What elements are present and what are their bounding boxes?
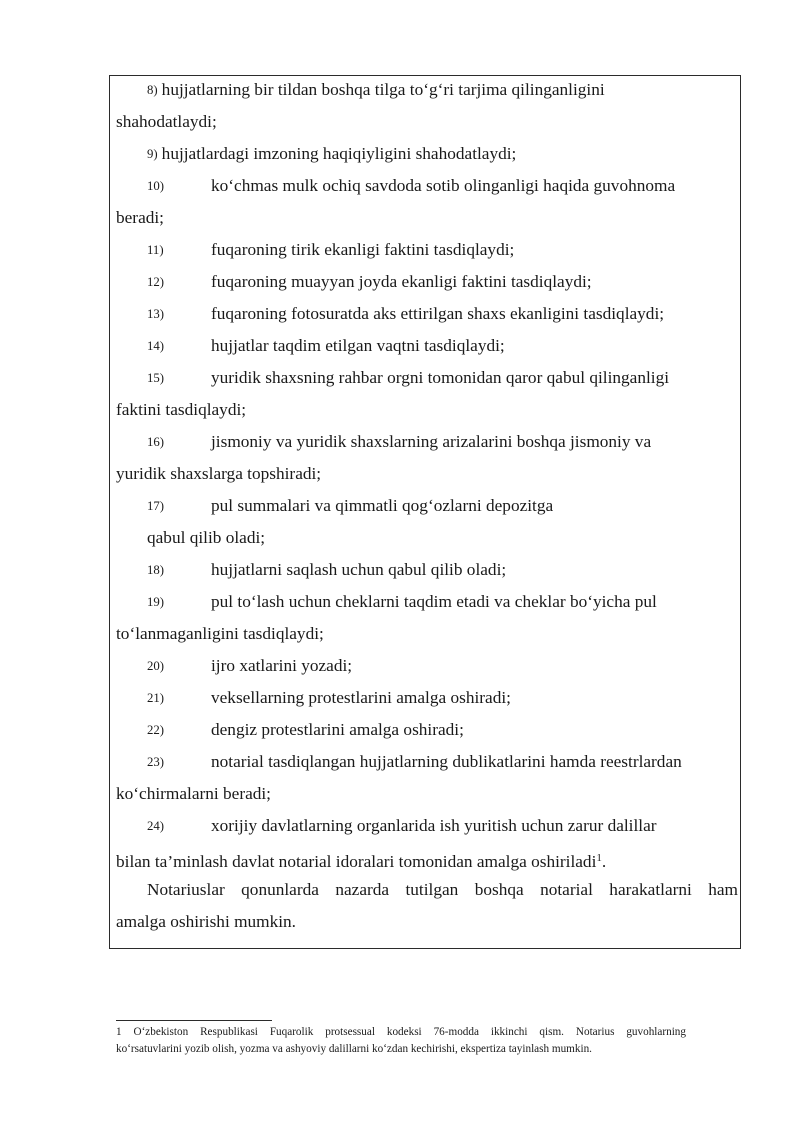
continuation-text: bilan ta’minlash davlat notarial idoralari tomonidan amalga oshiriladi: [116, 852, 597, 871]
item-number: 12): [147, 275, 165, 289]
footnote-separator: [116, 1020, 272, 1021]
list-item-20: [116, 652, 738, 684]
list-item-12: [116, 268, 738, 300]
item-number: 23): [147, 755, 165, 769]
list-item-15: [116, 364, 738, 396]
closing-paragraph-line: Notariuslar qonunlarda nazarda tutilgan boshqa notarial harakatlarni ham: [147, 880, 738, 899]
item-number: 8): [147, 83, 158, 97]
item-number: 20): [147, 659, 165, 673]
item-number: 9): [147, 147, 158, 161]
list-item-19: [116, 588, 738, 620]
item-text: pul to‘lash uchun cheklarni taqdim etadi va cheklar bo‘yicha pul: [211, 592, 657, 611]
item-text: hujjatlar taqdim etilgan vaqtni tasdiqlaydi;: [211, 336, 505, 355]
footnote-line: ko‘rsatuvlarini yozib olish, yozma va ashyoviy dalillarni ko‘zdan kechirishi, ekspertiza tayinlash mumkin.: [116, 1043, 592, 1055]
continuation-tail: .: [601, 852, 607, 871]
list-item-18: [116, 556, 738, 588]
closing-paragraph-line: amalga oshirishi mumkin.: [116, 912, 296, 931]
list-item-24: [116, 812, 738, 844]
item-text: xorijiy davlatlarning organlarida ish yuritish uchun zarur dalillar: [211, 816, 657, 835]
item-text: ijro xatlarini yozadi;: [211, 656, 353, 675]
item-number: 16): [147, 435, 165, 449]
item-continuation: to‘lanmaganligini tasdiqlaydi;: [116, 624, 324, 643]
item-continuation: shahodatlaydi;: [116, 112, 217, 131]
item-text: ko‘chmas mulk ochiq savdoda sotib olinganligi haqida guvohnoma: [211, 176, 676, 195]
list-item-14: [116, 332, 738, 364]
item-text: fuqaroning fotosuratda aks ettirilgan shaxs ekanligini tasdiqlaydi;: [211, 304, 665, 323]
item-text: fuqaroning muayyan joyda ekanligi faktini tasdiqlaydi;: [211, 272, 592, 291]
list-item-17: [116, 492, 738, 524]
item-number: 22): [147, 723, 165, 737]
list-item-21: [116, 684, 738, 716]
item-number: 15): [147, 371, 165, 385]
item-continuation: yuridik shaxslarga topshiradi;: [116, 464, 322, 483]
list-item-23: [116, 748, 738, 780]
item-continuation: [116, 844, 738, 876]
item-continuation: qabul qilib oladi;: [147, 528, 266, 547]
item-continuation: faktini tasdiqlaydi;: [116, 400, 247, 419]
item-number: 10): [147, 179, 165, 193]
item-text: jismoniy va yuridik shaxslarning arizalarini boshqa jismoniy va: [211, 432, 652, 451]
item-continuation: beradi;: [116, 208, 164, 227]
footnote-line: 1 O‘zbekiston Respublikasi Fuqarolik protsessual kodeksi 76-modda ikkinchi qism. Notarius guvohlarning: [116, 1026, 686, 1038]
item-number: 11): [147, 243, 164, 257]
list-item-11: [116, 236, 738, 268]
list-item-9: [116, 140, 738, 172]
item-text: fuqaroning tirik ekanligi faktini tasdiqlaydi;: [211, 240, 515, 259]
item-number: 19): [147, 595, 165, 609]
list-item-16: [116, 428, 738, 460]
item-number: 14): [147, 339, 165, 353]
item-number: 13): [147, 307, 165, 321]
item-text: hujjatlardagi imzoning haqiqiyligini shahodatlaydi;: [161, 144, 517, 163]
list-item-10: [116, 172, 738, 204]
item-text: dengiz protestlarini amalga oshiradi;: [211, 720, 464, 739]
item-text: pul summalari va qimmatli qog‘ozlarni depozitga: [211, 496, 554, 515]
footnote: [116, 1024, 686, 1058]
item-text: yuridik shaxsning rahbar orgni tomonidan qaror qabul qilinganligi: [211, 368, 670, 387]
item-number: 21): [147, 691, 165, 705]
item-number: 18): [147, 563, 165, 577]
document-body: [116, 76, 738, 940]
item-number: 17): [147, 499, 165, 513]
item-text: hujjatlarni saqlash uchun qabul qilib oladi;: [211, 560, 507, 579]
item-number: 24): [147, 819, 165, 833]
list-item-8: [116, 76, 738, 108]
list-item-13: [116, 300, 738, 332]
list-item-22: [116, 716, 738, 748]
footnote-ref: 1: [596, 852, 602, 864]
item-text: hujjatlarning bir tildan boshqa tilga to‘g‘ri tarjima qilinganligini: [161, 80, 605, 99]
item-text: notarial tasdiqlangan hujjatlarning dublikatlarini hamda reestrlardan: [211, 752, 682, 771]
item-continuation: ko‘chirmalarni beradi;: [116, 784, 271, 803]
item-text: veksellarning protestlarini amalga oshiradi;: [211, 688, 511, 707]
